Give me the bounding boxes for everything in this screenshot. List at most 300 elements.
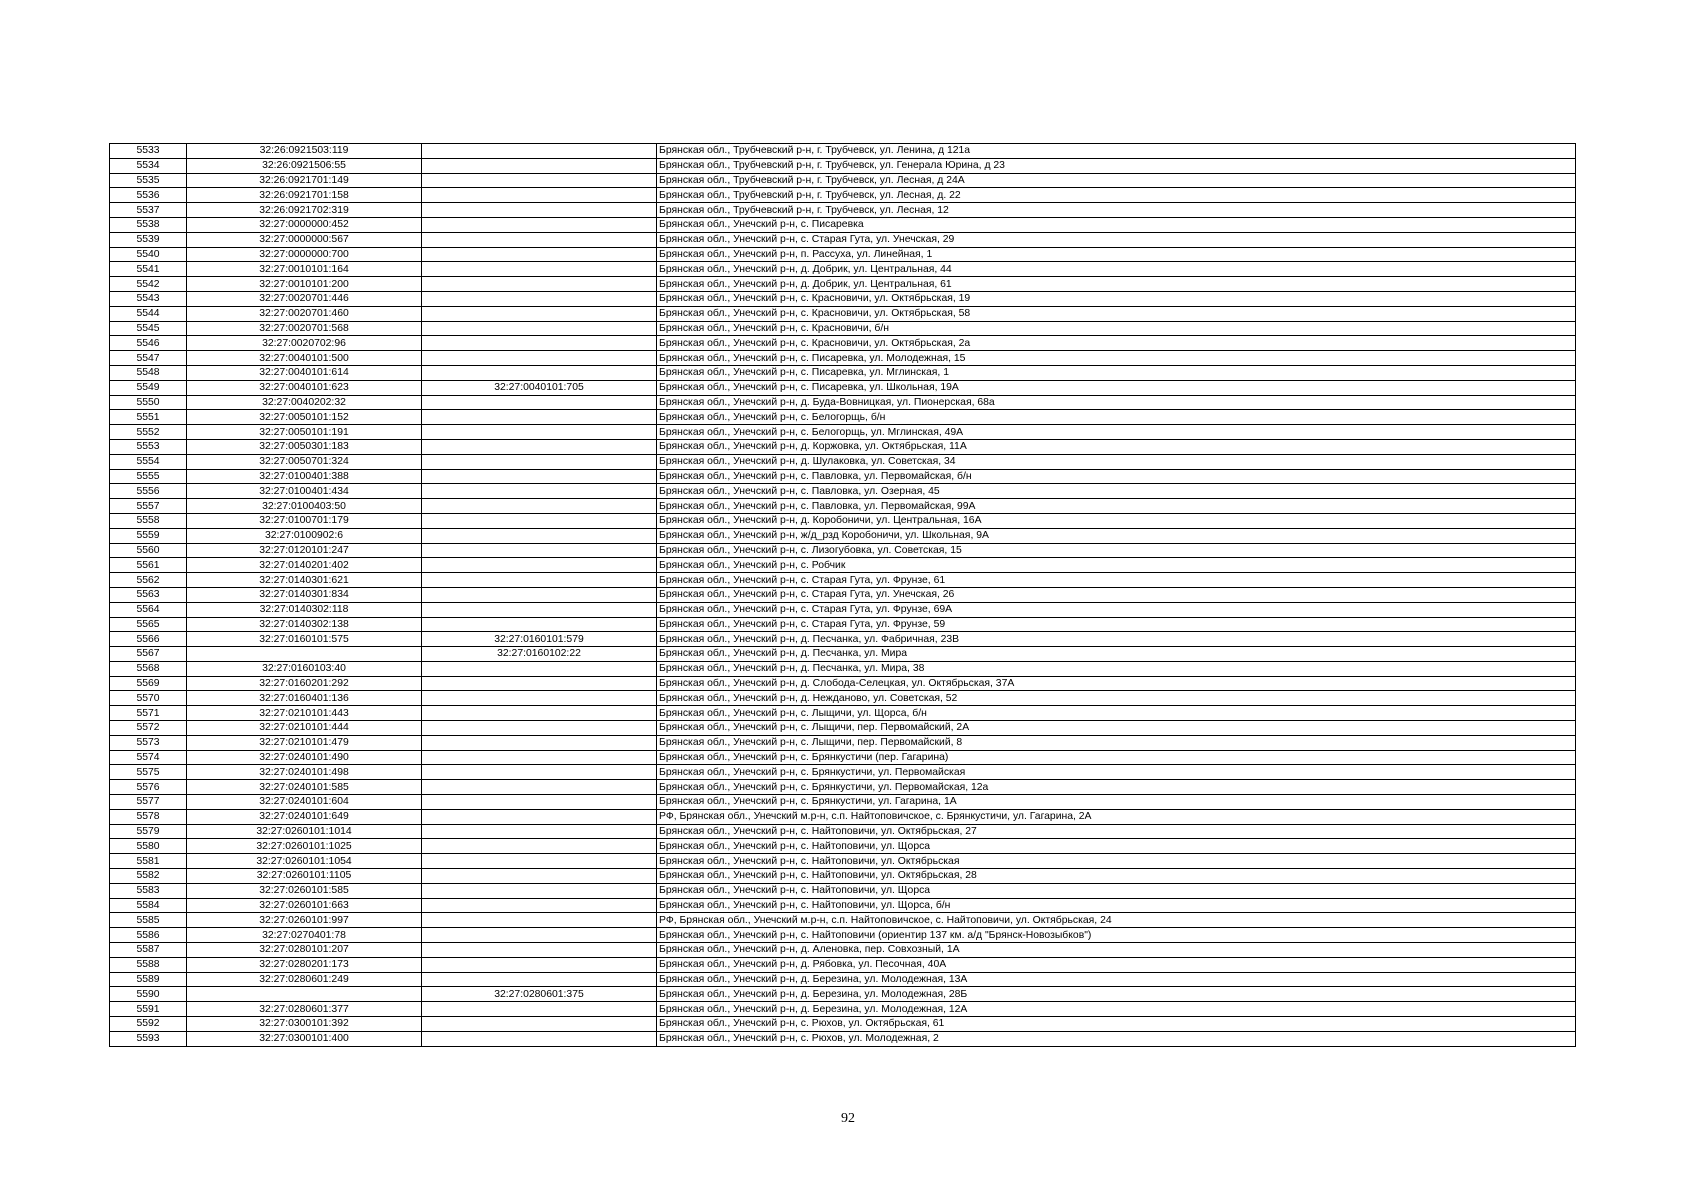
cadastral-number-cell: 32:27:0260101:663 [187,898,422,913]
related-cadastral-number-cell [422,232,657,247]
related-cadastral-number-cell [422,780,657,795]
table-row [110,898,1576,913]
row-number-cell: 5579 [110,824,187,839]
row-number-cell: 5540 [110,247,187,262]
table-row [110,469,1576,484]
address-cell: Брянская обл., Унечский р-н, с. Брянкустичи (пер. Гагарина) [657,750,1576,765]
address-cell: Брянская обл., Унечский р-н, ж/д_рзд Коробоничи, ул. Школьная, 9А [657,528,1576,543]
row-number-cell: 5575 [110,765,187,780]
row-number-cell: 5572 [110,721,187,736]
cadastral-number-cell: 32:27:0100401:388 [187,469,422,484]
address-cell: Брянская обл., Унечский р-н, с. Писаревка [657,217,1576,232]
address-cell: Брянская обл., Унечский р-н, с. Найтоповичи, ул. Щорса [657,883,1576,898]
row-number-cell: 5564 [110,602,187,617]
cadastral-number-cell: 32:27:0050701:324 [187,454,422,469]
related-cadastral-number-cell [422,735,657,750]
table-row [110,188,1576,203]
cadastral-number-cell: 32:26:0921701:158 [187,188,422,203]
cadastral-number-cell: 32:26:0921702:319 [187,203,422,218]
cadastral-number-cell: 32:27:0260101:585 [187,883,422,898]
related-cadastral-number-cell [422,262,657,277]
table-row [110,528,1576,543]
row-number-cell: 5571 [110,706,187,721]
table-row [110,765,1576,780]
table-row [110,499,1576,514]
row-number-cell: 5576 [110,780,187,795]
cadastral-number-cell: 32:27:0020701:568 [187,321,422,336]
address-cell: Брянская обл., Унечский р-н, д. Буда-Вовницкая, ул. Пионерская, 68а [657,395,1576,410]
related-cadastral-number-cell [422,188,657,203]
cadastral-number-cell: 32:27:0040101:614 [187,365,422,380]
cadastral-number-cell: 32:27:0240101:604 [187,795,422,810]
address-cell: Брянская обл., Унечский р-н, с. Лыщичи, пер. Первомайский, 8 [657,735,1576,750]
table-row [110,839,1576,854]
row-number-cell: 5551 [110,410,187,425]
address-cell: Брянская обл., Унечский р-н, с. Белогорщь, б/н [657,410,1576,425]
cadastral-number-cell: 32:27:0140302:138 [187,617,422,632]
cadastral-number-cell [187,987,422,1002]
table-row [110,203,1576,218]
table-row [110,173,1576,188]
cadastral-number-cell: 32:27:0210101:479 [187,735,422,750]
cadastral-number-cell: 32:27:0020701:460 [187,306,422,321]
cadastral-number-cell: 32:27:0040101:500 [187,351,422,366]
row-number-cell: 5546 [110,336,187,351]
cadastral-number-cell: 32:27:0140302:118 [187,602,422,617]
address-cell: Брянская обл., Унечский р-н, с. Писаревка, ул. Школьная, 19А [657,380,1576,395]
related-cadastral-number-cell [422,1031,657,1046]
row-number-cell: 5574 [110,750,187,765]
table-row [110,676,1576,691]
related-cadastral-number-cell [422,854,657,869]
related-cadastral-number-cell [422,765,657,780]
address-cell: Брянская обл., Унечский р-н, с. Найтоповичи (ориентир 137 км. а/д "Брянск-Новозыбков") [657,928,1576,943]
table-row [110,158,1576,173]
cadastral-number-cell: 32:27:0020701:446 [187,291,422,306]
related-cadastral-number-cell [422,425,657,440]
address-cell: Брянская обл., Унечский р-н, с. Писаревка, ул. Молодежная, 15 [657,351,1576,366]
cadastral-number-cell [187,647,422,662]
address-cell: Брянская обл., Унечский р-н, д. Коржовка, ул. Октябрьская, 11А [657,439,1576,454]
row-number-cell: 5538 [110,217,187,232]
related-cadastral-number-cell [422,809,657,824]
related-cadastral-number-cell [422,573,657,588]
row-number-cell: 5560 [110,543,187,558]
related-cadastral-number-cell [422,661,657,676]
row-number-cell: 5586 [110,928,187,943]
row-number-cell: 5557 [110,499,187,514]
table-row [110,854,1576,869]
row-number-cell: 5590 [110,987,187,1002]
cadastral-number-cell: 32:27:0280101:207 [187,943,422,958]
cadastral-number-cell: 32:27:0260101:1054 [187,854,422,869]
address-cell: Брянская обл., Унечский р-н, с. Найтоповичи, ул. Октябрьская [657,854,1576,869]
related-cadastral-number-cell [422,306,657,321]
related-cadastral-number-cell [422,943,657,958]
row-number-cell: 5555 [110,469,187,484]
table-row [110,883,1576,898]
address-cell: Брянская обл., Унечский р-н, д. Песчанка, ул. Фабричная, 23В [657,632,1576,647]
cadastral-number-cell: 32:27:0010101:200 [187,277,422,292]
cadastral-number-cell: 32:27:0050101:152 [187,410,422,425]
related-cadastral-number-cell [422,602,657,617]
address-cell: Брянская обл., Унечский р-н, с. Робчик [657,558,1576,573]
table-row [110,780,1576,795]
table-row [110,277,1576,292]
address-cell: Брянская обл., Унечский р-н, д. Добрик, ул. Центральная, 61 [657,277,1576,292]
address-cell: Брянская обл., Унечский р-н, д. Добрик, ул. Центральная, 44 [657,262,1576,277]
cadastral-number-cell: 32:27:0140301:834 [187,587,422,602]
table-row [110,558,1576,573]
table-row [110,484,1576,499]
table-row [110,602,1576,617]
cadastral-number-cell: 32:27:0300101:392 [187,1017,422,1032]
address-cell: Брянская обл., Унечский р-н, с. Павловка, ул. Первомайская, б/н [657,469,1576,484]
address-cell: РФ, Брянская обл., Унечский м.р-н, с.п. Найтоповичское, с. Брянкустичи, ул. Гагарина, 2А [657,809,1576,824]
address-cell: Брянская обл., Трубчевский р-н, г. Трубчевск, ул. Ленина, д 121а [657,144,1576,159]
table-row [110,617,1576,632]
related-cadastral-number-cell [422,173,657,188]
row-number-cell: 5582 [110,869,187,884]
address-cell: Брянская обл., Унечский р-н, с. Белогорщь, ул. Мглинская, 49А [657,425,1576,440]
address-cell: Брянская обл., Трубчевский р-н, г. Трубчевск, ул. Генерала Юрина, д 23 [657,158,1576,173]
cadastral-number-cell: 32:27:0300101:400 [187,1031,422,1046]
cadastral-number-cell: 32:27:0240101:490 [187,750,422,765]
related-cadastral-number-cell: 32:27:0040101:705 [422,380,657,395]
table-row [110,351,1576,366]
address-cell: Брянская обл., Унечский р-н, д. Коробоничи, ул. Центральная, 16А [657,513,1576,528]
related-cadastral-number-cell [422,721,657,736]
table-row [110,869,1576,884]
address-cell: Брянская обл., Унечский р-н, с. Красновичи, ул. Октябрьская, 19 [657,291,1576,306]
cadastral-number-cell: 32:27:0140201:402 [187,558,422,573]
address-cell: Брянская обл., Унечский р-н, с. Найтоповичи, ул. Щорса [657,839,1576,854]
table-row [110,735,1576,750]
related-cadastral-number-cell [422,824,657,839]
cadastral-number-cell: 32:27:0160101:575 [187,632,422,647]
address-cell: Брянская обл., Унечский р-н, д. Слобода-Селецкая, ул. Октябрьская, 37А [657,676,1576,691]
row-number-cell: 5570 [110,691,187,706]
row-number-cell: 5559 [110,528,187,543]
cadastral-number-cell: 32:27:0140301:621 [187,573,422,588]
row-number-cell: 5573 [110,735,187,750]
address-cell: Брянская обл., Унечский р-н, д. Аленовка, пер. Совхозный, 1А [657,943,1576,958]
table-row [110,543,1576,558]
address-cell: Брянская обл., Унечский р-н, с. Павловка, ул. Озерная, 45 [657,484,1576,499]
cadastral-number-cell: 32:27:0280601:249 [187,972,422,987]
cadastral-number-cell: 32:27:0240101:498 [187,765,422,780]
address-cell: Брянская обл., Унечский р-н, с. Красновичи, ул. Октябрьская, 2а [657,336,1576,351]
address-cell: Брянская обл., Унечский р-н, д. Песчанка, ул. Мира [657,647,1576,662]
related-cadastral-number-cell [422,587,657,602]
cadastral-number-cell: 32:27:0240101:585 [187,780,422,795]
row-number-cell: 5577 [110,795,187,810]
related-cadastral-number-cell [422,203,657,218]
row-number-cell: 5549 [110,380,187,395]
cadastral-number-cell: 32:27:0260101:1105 [187,869,422,884]
table-row [110,291,1576,306]
table-row [110,454,1576,469]
related-cadastral-number-cell [422,469,657,484]
related-cadastral-number-cell [422,528,657,543]
row-number-cell: 5558 [110,513,187,528]
address-cell: Брянская обл., Унечский р-н, с. Старая Гута, ул. Фрунзе, 61 [657,573,1576,588]
table-row [110,144,1576,159]
related-cadastral-number-cell [422,883,657,898]
table-row [110,321,1576,336]
table-row [110,573,1576,588]
row-number-cell: 5583 [110,883,187,898]
address-cell: Брянская обл., Унечский р-н, с. Рюхов, ул. Молодежная, 2 [657,1031,1576,1046]
related-cadastral-number-cell [422,144,657,159]
table-row [110,972,1576,987]
cadastral-number-cell: 32:27:0050101:191 [187,425,422,440]
address-cell: Брянская обл., Унечский р-н, с. Старая Гута, ул. Фрунзе, 59 [657,617,1576,632]
row-number-cell: 5539 [110,232,187,247]
address-cell: РФ, Брянская обл., Унечский м.р-н, с.п. Найтоповичское, с. Найтоповичи, ул. Октябрьская, 24 [657,913,1576,928]
table-row [110,795,1576,810]
table-row [110,913,1576,928]
cadastral-number-cell: 32:27:0240101:649 [187,809,422,824]
related-cadastral-number-cell [422,410,657,425]
cadastral-number-cell: 32:26:0921701:149 [187,173,422,188]
related-cadastral-number-cell: 32:27:0160101:579 [422,632,657,647]
related-cadastral-number-cell [422,484,657,499]
row-number-cell: 5537 [110,203,187,218]
cadastral-number-cell: 32:27:0210101:443 [187,706,422,721]
table-row [110,957,1576,972]
table-row [110,809,1576,824]
cadastral-number-cell: 32:27:0040202:32 [187,395,422,410]
related-cadastral-number-cell [422,750,657,765]
table-row [110,706,1576,721]
address-cell: Брянская обл., Унечский р-н, с. Лыщичи, ул. Щорса, б/н [657,706,1576,721]
table-row [110,661,1576,676]
cadastral-number-cell: 32:27:0160201:292 [187,676,422,691]
address-cell: Брянская обл., Унечский р-н, с. Павловка, ул. Первомайская, 99А [657,499,1576,514]
row-number-cell: 5562 [110,573,187,588]
related-cadastral-number-cell [422,158,657,173]
table-row [110,647,1576,662]
address-cell: Брянская обл., Унечский р-н, с. Старая Гута, ул. Фрунзе, 69А [657,602,1576,617]
table-row [110,987,1576,1002]
table-row [110,750,1576,765]
row-number-cell: 5580 [110,839,187,854]
row-number-cell: 5588 [110,957,187,972]
address-cell: Брянская обл., Унечский р-н, с. Старая Гута, ул. Унечская, 26 [657,587,1576,602]
related-cadastral-number-cell [422,1002,657,1017]
address-cell: Брянская обл., Унечский р-н, с. Брянкустичи, ул. Гагарина, 1А [657,795,1576,810]
table-row [110,395,1576,410]
row-number-cell: 5566 [110,632,187,647]
row-number-cell: 5592 [110,1017,187,1032]
address-cell: Брянская обл., Унечский р-н, с. Рюхов, ул. Октябрьская, 61 [657,1017,1576,1032]
address-cell: Брянская обл., Трубчевский р-н, г. Трубчевск, ул. Лесная, д. 22 [657,188,1576,203]
table-row [110,262,1576,277]
related-cadastral-number-cell [422,247,657,262]
row-number-cell: 5569 [110,676,187,691]
table-row [110,721,1576,736]
table-row [110,439,1576,454]
related-cadastral-number-cell [422,913,657,928]
row-number-cell: 5584 [110,898,187,913]
related-cadastral-number-cell [422,513,657,528]
table-row [110,1017,1576,1032]
table-row [110,306,1576,321]
row-number-cell: 5534 [110,158,187,173]
table-row [110,691,1576,706]
address-cell: Брянская обл., Унечский р-н, с. Брянкустичи, ул. Первомайская, 12а [657,780,1576,795]
cadastral-number-cell: 32:27:0280601:377 [187,1002,422,1017]
row-number-cell: 5565 [110,617,187,632]
cadastral-number-cell: 32:27:0160103:40 [187,661,422,676]
address-cell: Брянская обл., Унечский р-н, д. Нежданово, ул. Советская, 52 [657,691,1576,706]
row-number-cell: 5543 [110,291,187,306]
row-number-cell: 5545 [110,321,187,336]
related-cadastral-number-cell [422,395,657,410]
cadastral-number-cell: 32:27:0100701:179 [187,513,422,528]
address-cell: Брянская обл., Унечский р-н, д. Березина, ул. Молодежная, 13А [657,972,1576,987]
row-number-cell: 5553 [110,439,187,454]
table-row [110,943,1576,958]
cadastral-number-cell: 32:27:0100403:50 [187,499,422,514]
row-number-cell: 5578 [110,809,187,824]
table-row [110,380,1576,395]
address-cell: Брянская обл., Трубчевский р-н, г. Трубчевск, ул. Лесная, д 24А [657,173,1576,188]
row-number-cell: 5563 [110,587,187,602]
row-number-cell: 5542 [110,277,187,292]
table-row [110,410,1576,425]
row-number-cell: 5552 [110,425,187,440]
row-number-cell: 5536 [110,188,187,203]
row-number-cell: 5589 [110,972,187,987]
table-row [110,232,1576,247]
cadastral-number-cell: 32:27:0040101:623 [187,380,422,395]
related-cadastral-number-cell [422,454,657,469]
table-row [110,1002,1576,1017]
related-cadastral-number-cell [422,336,657,351]
address-cell: Брянская обл., Унечский р-н, п. Рассуха, ул. Линейная, 1 [657,247,1576,262]
row-number-cell: 5533 [110,144,187,159]
related-cadastral-number-cell: 32:27:0280601:375 [422,987,657,1002]
related-cadastral-number-cell [422,706,657,721]
row-number-cell: 5561 [110,558,187,573]
address-cell: Брянская обл., Унечский р-н, с. Найтоповичи, ул. Октябрьская, 28 [657,869,1576,884]
related-cadastral-number-cell: 32:27:0160102:22 [422,647,657,662]
related-cadastral-number-cell [422,617,657,632]
address-cell: Брянская обл., Унечский р-н, с. Старая Гута, ул. Унечская, 29 [657,232,1576,247]
table-row [110,425,1576,440]
cadastral-number-cell: 32:27:0000000:452 [187,217,422,232]
address-cell: Брянская обл., Унечский р-н, с. Найтоповичи, ул. Щорса, б/н [657,898,1576,913]
related-cadastral-number-cell [422,957,657,972]
related-cadastral-number-cell [422,839,657,854]
cadastral-number-cell: 32:27:0260101:997 [187,913,422,928]
related-cadastral-number-cell [422,898,657,913]
related-cadastral-number-cell [422,291,657,306]
registry-table-body [110,144,1576,1047]
table-row [110,928,1576,943]
cadastral-number-cell: 32:27:0100401:434 [187,484,422,499]
cadastral-number-cell: 32:27:0120101:247 [187,543,422,558]
related-cadastral-number-cell [422,1017,657,1032]
cadastral-number-cell: 32:27:0160401:136 [187,691,422,706]
related-cadastral-number-cell [422,351,657,366]
cadastral-number-cell: 32:26:0921503:119 [187,144,422,159]
address-cell: Брянская обл., Унечский р-н, д. Песчанка, ул. Мира, 38 [657,661,1576,676]
row-number-cell: 5567 [110,647,187,662]
related-cadastral-number-cell [422,321,657,336]
table-row [110,365,1576,380]
table-row [110,824,1576,839]
related-cadastral-number-cell [422,543,657,558]
row-number-cell: 5585 [110,913,187,928]
cadastral-number-cell: 32:27:0050301:183 [187,439,422,454]
related-cadastral-number-cell [422,499,657,514]
table-row [110,247,1576,262]
cadastral-number-cell: 32:27:0260101:1025 [187,839,422,854]
related-cadastral-number-cell [422,691,657,706]
related-cadastral-number-cell [422,277,657,292]
related-cadastral-number-cell [422,795,657,810]
related-cadastral-number-cell [422,558,657,573]
row-number-cell: 5550 [110,395,187,410]
address-cell: Брянская обл., Унечский р-н, д. Березина, ул. Молодежная, 28Б [657,987,1576,1002]
address-cell: Брянская обл., Унечский р-н, д. Шулаковка, ул. Советская, 34 [657,454,1576,469]
row-number-cell: 5591 [110,1002,187,1017]
property-registry-table [109,143,1576,1047]
address-cell: Брянская обл., Унечский р-н, с. Брянкустичи, ул. Первомайская [657,765,1576,780]
row-number-cell: 5544 [110,306,187,321]
related-cadastral-number-cell [422,365,657,380]
table-row [110,632,1576,647]
address-cell: Брянская обл., Унечский р-н, с. Лизогубовка, ул. Советская, 15 [657,543,1576,558]
cadastral-number-cell: 32:27:0270401:78 [187,928,422,943]
table-row [110,217,1576,232]
table-row [110,1031,1576,1046]
address-cell: Брянская обл., Трубчевский р-н, г. Трубчевск, ул. Лесная, 12 [657,203,1576,218]
cadastral-number-cell: 32:26:0921506:55 [187,158,422,173]
address-cell: Брянская обл., Унечский р-н, с. Писаревка, ул. Мглинская, 1 [657,365,1576,380]
cadastral-number-cell: 32:27:0020702:96 [187,336,422,351]
related-cadastral-number-cell [422,676,657,691]
cadastral-number-cell: 32:27:0100902:6 [187,528,422,543]
cadastral-number-cell: 32:27:0280201:173 [187,957,422,972]
table-row [110,336,1576,351]
table-row [110,587,1576,602]
address-cell: Брянская обл., Унечский р-н, с. Найтоповичи, ул. Октябрьская, 27 [657,824,1576,839]
cadastral-number-cell: 32:27:0260101:1014 [187,824,422,839]
cadastral-number-cell: 32:27:0000000:700 [187,247,422,262]
address-cell: Брянская обл., Унечский р-н, д. Березина, ул. Молодежная, 12А [657,1002,1576,1017]
related-cadastral-number-cell [422,439,657,454]
row-number-cell: 5554 [110,454,187,469]
address-cell: Брянская обл., Унечский р-н, д. Рябовка, ул. Песочная, 40А [657,957,1576,972]
row-number-cell: 5541 [110,262,187,277]
cadastral-number-cell: 32:27:0010101:164 [187,262,422,277]
address-cell: Брянская обл., Унечский р-н, с. Красновичи, ул. Октябрьская, 58 [657,306,1576,321]
row-number-cell: 5593 [110,1031,187,1046]
related-cadastral-number-cell [422,972,657,987]
address-cell: Брянская обл., Унечский р-н, с. Лыщичи, пер. Первомайский, 2А [657,721,1576,736]
page-number: 92 [841,1111,855,1126]
related-cadastral-number-cell [422,217,657,232]
row-number-cell: 5535 [110,173,187,188]
address-cell: Брянская обл., Унечский р-н, с. Красновичи, б/н [657,321,1576,336]
row-number-cell: 5548 [110,365,187,380]
cadastral-number-cell: 32:27:0210101:444 [187,721,422,736]
table-row [110,513,1576,528]
